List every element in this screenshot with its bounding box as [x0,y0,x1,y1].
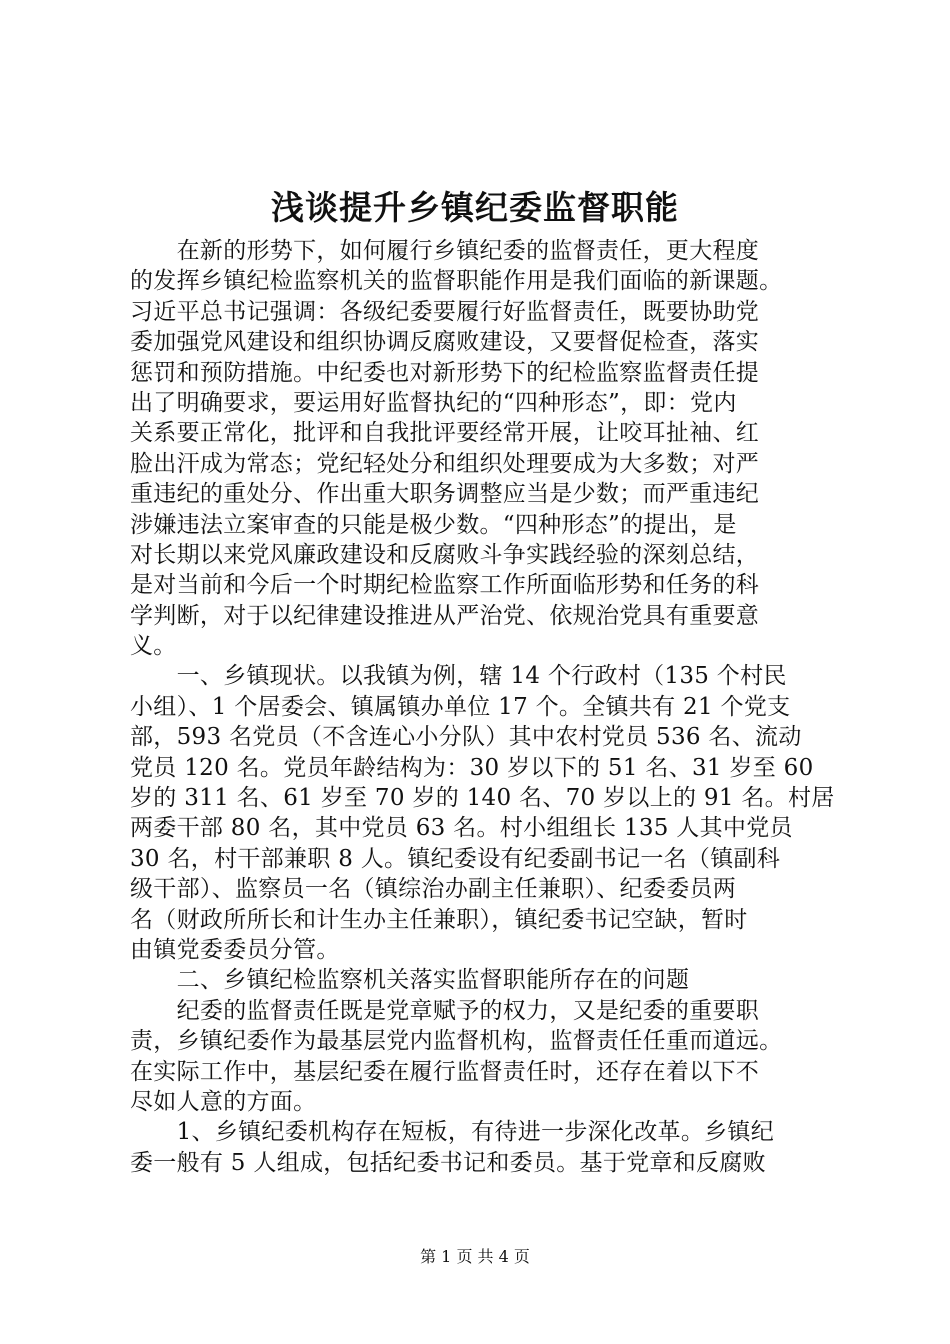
text-line: 一、乡镇现状。以我镇为例，辖 14 个行政村（135 个村民 [130,663,787,690]
text-line: 二、乡镇纪检监察机关落实监督职能所存在的问题 [130,967,690,994]
text-line: 30 名，村干部兼职 8 人。镇纪委设有纪委副书记一名（镇副科 [130,845,781,872]
text-line: 名（财政所所长和计生办主任兼职），镇纪委书记空缺，暂时 [130,906,748,933]
text-line: 1、乡镇纪委机构存在短板，有待进一步深化改革。乡镇纪 [130,1119,775,1146]
text-line: 的发挥乡镇纪检监察机关的监督职能作用是我们面临的新课题。 [130,268,783,295]
text-line: 涉嫌违法立案审查的只能是极少数。“四种形态”的提出，是 [130,511,737,538]
text-line: 小组）、1 个居委会、镇属镇办单位 17 个。全镇共有 21 个党支 [130,693,791,720]
page-number-footer: 第 1 页 共 4 页 [420,1247,530,1266]
text-line: 尽如人意的方面。 [130,1088,317,1115]
text-line: 出了明确要求，要运用好监督执纪的“四种形态”，即：党内 [130,389,737,416]
text-line: 党员 120 名。党员年龄结构为：30 岁以下的 51 名、31 岁至 60 [130,754,814,781]
text-line: 岁的 311 名、61 岁至 70 岁的 140 名、70 岁以上的 91 名。村居 [130,785,835,812]
text-line: 委加强党风建设和组织协调反腐败建设，又要督促检查，落实 [130,329,760,356]
text-line: 脸出汗成为常态；党纪轻处分和组织处理要成为大多数；对严 [130,450,760,477]
text-line: 委一般有 5 人组成，包括纪委书记和委员。基于党章和反腐败 [130,1149,766,1176]
text-line: 级干部）、监察员一名（镇综治办副主任兼职）、纪委委员两 [130,876,737,903]
text-line: 习近平总书记强调：各级纪委要履行好监督责任，既要协助党 [130,298,760,325]
text-line: 学判断，对于以纪律建设推进从严治党、依规治党具有重要意 [130,602,760,629]
text-line: 对长期以来党风廉政建设和反腐败斗争实践经验的深刻总结， [130,541,760,568]
text-line: 重违纪的重处分、作出重大职务调整应当是少数；而严重违纪 [130,481,760,508]
text-line: 责，乡镇纪委作为最基层党内监督机构，监督责任任重而道远。 [130,1028,783,1055]
text-line: 是对当前和今后一个时期纪检监察工作所面临形势和任务的科 [130,572,760,599]
text-line: 纪委的监督责任既是党章赋予的权力，又是纪委的重要职 [130,997,760,1024]
text-line: 义。 [130,633,177,660]
text-line: 两委干部 80 名，其中党员 63 名。村小组组长 135 人其中党员 [130,815,793,842]
text-line: 关系要正常化，批评和自我批评要经常开展，让咬耳扯袖、红 [130,420,760,447]
document-title: 浅谈提升乡镇纪委监督职能 [271,188,679,227]
text-line: 由镇党委委员分管。 [130,936,340,963]
text-line: 部，593 名党员（不含连心小分队）其中农村党员 536 名、流动 [130,724,802,751]
text-line: 惩罚和预防措施。中纪委也对新形势下的纪检监察监督责任提 [130,359,760,386]
text-line: 在新的形势下，如何履行乡镇纪委的监督责任，更大程度 [130,238,760,264]
document-body [130,236,835,1178]
text-line: 在实际工作中，基层纪委在履行监督责任时，还存在着以下不 [130,1058,760,1085]
